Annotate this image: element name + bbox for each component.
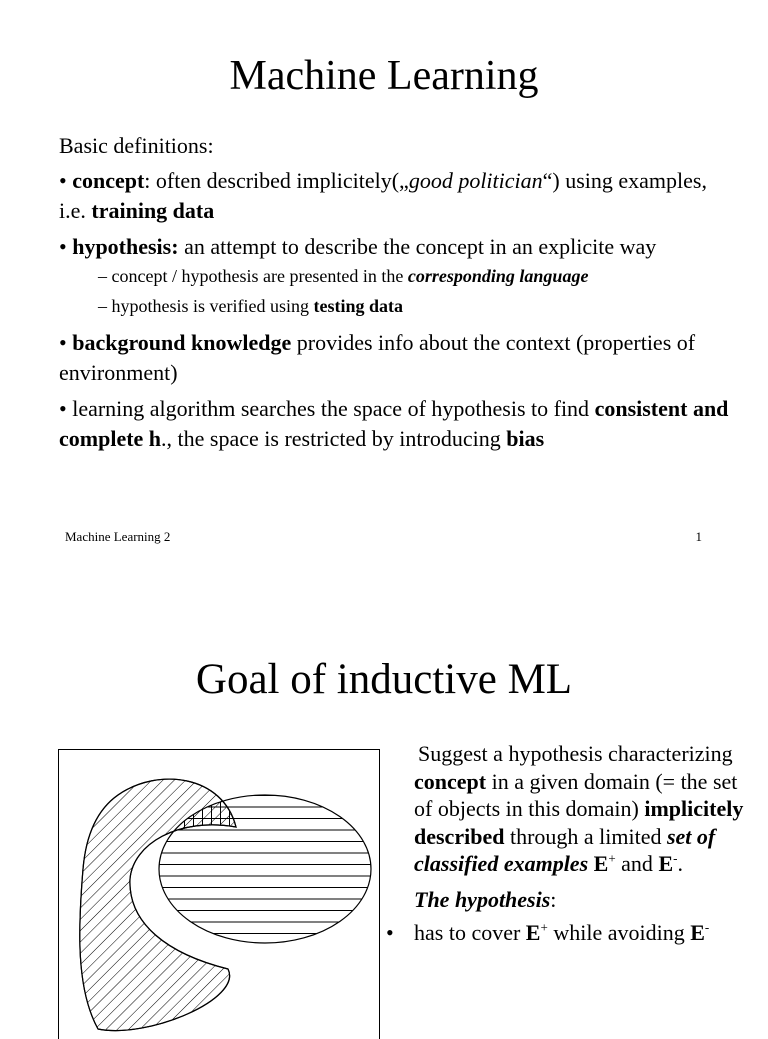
e-plus: E: [594, 851, 609, 876]
bullet-cover: [414, 919, 744, 947]
algorithm-definition: [59, 394, 729, 454]
concept-term: concept: [72, 168, 144, 193]
slide-title: Machine Learning: [0, 52, 768, 100]
minus-sup: -: [705, 920, 709, 935]
goal-text: [414, 740, 744, 947]
slide-body: [59, 131, 729, 460]
page-number: 1: [696, 529, 703, 545]
e-minus: E: [690, 920, 705, 945]
bullet: •: [59, 234, 72, 259]
goal-text-3: through a limited: [504, 824, 667, 849]
implicitely-emph: implicitely described: [414, 796, 743, 849]
concept-definition: [59, 166, 729, 226]
and-text: and: [616, 851, 659, 876]
goal-text-1: Suggest a hypothesis characterizing: [418, 741, 733, 766]
bullet: •: [59, 330, 72, 355]
hypothesis-text: an attempt to describe the concept in an explicite way: [179, 234, 657, 259]
bullet: •: [59, 168, 72, 193]
background-text: provides info about the context (properties of environment): [59, 330, 695, 385]
e-plus: E: [526, 920, 541, 945]
hypothesis-heading: [414, 886, 744, 914]
plus-sup: +: [540, 920, 547, 935]
examples-emph: set of classified examples: [414, 824, 715, 877]
goal-description: [414, 740, 744, 878]
footer-course: Machine Learning 2: [65, 529, 170, 545]
hypothesis-label: The hypothesis: [414, 887, 550, 912]
training-data-emph: training data: [91, 198, 214, 223]
language-emph: corresponding language: [408, 266, 589, 286]
algorithm-text-2: ., the space is restricted by introducing: [161, 426, 506, 451]
concept-text: : often described implicitely(„: [144, 168, 409, 193]
bullet: •: [386, 919, 394, 947]
intro-text: Basic definitions:: [59, 131, 729, 161]
hypothesis-definition: [59, 232, 729, 262]
background-definition: [59, 328, 729, 388]
concept-emph: concept: [414, 769, 486, 794]
slide-2: [0, 600, 768, 1024]
testing-data-emph: testing data: [313, 296, 403, 316]
sub-text: – hypothesis is verified using: [98, 296, 313, 316]
background-term: background knowledge: [72, 330, 291, 355]
algorithm-text: • learning algorithm searches the space of hypothesis to find: [59, 396, 595, 421]
goal-text-2: in a given domain (= the set of objects in this domain): [414, 769, 737, 822]
avoiding-text: while avoiding: [548, 920, 690, 945]
sub-text: – concept / hypothesis are presented in the: [98, 266, 408, 286]
minus-sup: -: [673, 851, 677, 866]
sub-point-language: [98, 264, 729, 288]
consistent-emph: consistent and complete h: [59, 396, 728, 451]
plus-sup: +: [608, 851, 615, 866]
concept-example: good politician: [409, 168, 543, 193]
venn-figure: [58, 749, 380, 1039]
slide-title: Goal of inductive ML: [0, 656, 768, 704]
concept-text-2: “) using examples, i.e.: [59, 168, 707, 223]
hypothesis-term: hypothesis:: [72, 234, 178, 259]
e-minus: E: [658, 851, 673, 876]
period: .: [677, 851, 683, 876]
bias-emph: bias: [506, 426, 544, 451]
colon: :: [550, 887, 556, 912]
sub-point-testing: [98, 294, 729, 318]
cover-text: has to cover: [414, 920, 526, 945]
